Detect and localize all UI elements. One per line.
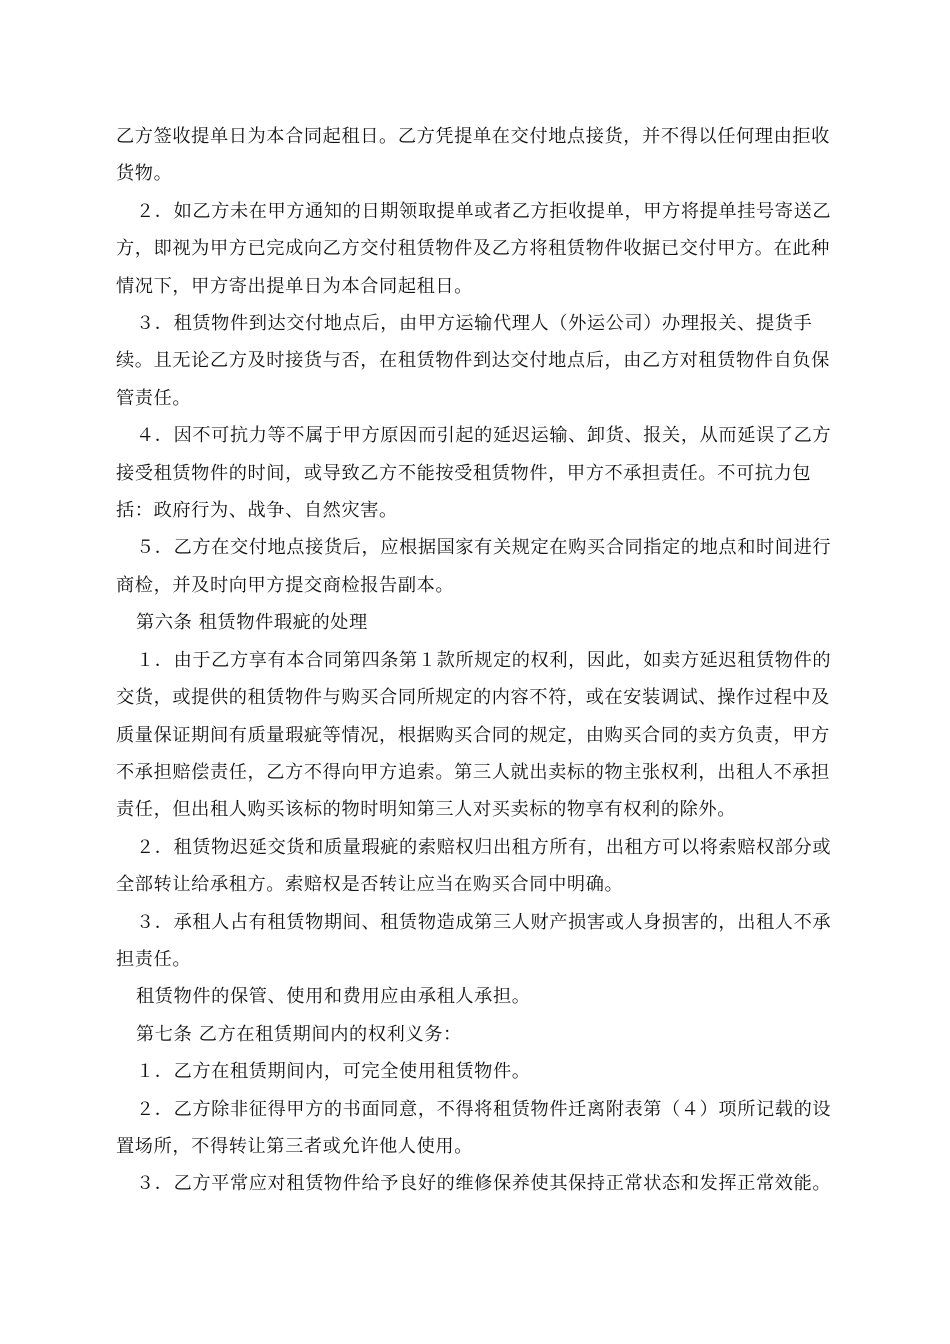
paragraph-clause-7-2: ２．乙方除非征得甲方的书面同意，不得将租赁物件迁离附表第（４）项所记载的设置场所，不得转让第三者或允许他人使用。 [116,1098,832,1157]
paragraph-clause-5-4: ４．因不可抗力等不属于甲方原因而引起的延迟运输、卸货、报关，从而延误了乙方接受租赁物件的时间，或导致乙方不能按受租赁物件，甲方不承担责任。不可抗力包括：政府行为、战争、自然灾害。 [116,425,832,522]
paragraph-clause-7-3: ３．乙方平常应对租赁物件给予良好的维修保养使其保持正常状态和发挥正常效能。 [136,1173,832,1195]
document-body [116,118,842,1203]
paragraph-continuation: 乙方签收提单日为本合同起租日。乙方凭提单在交付地点接货，并不得以任何理由拒收货物。 [116,126,830,185]
paragraph-clause-5-3: ３．租赁物件到达交付地点后，由甲方运输代理人（外运公司）办理报关、提货手续。且无论乙方及时接货与否，在租赁物件到达交付地点后，由乙方对租赁物件自负保管责任。 [116,313,830,409]
paragraph-maintenance-note: 租赁物件的保管、使用和费用应由承租人承担。 [136,986,531,1008]
article-7-heading: 第七条 乙方在租赁期间内的权利义务： [136,1023,462,1045]
paragraph-clause-5-2: ２．如乙方未在甲方通知的日期领取提单或者乙方拒收提单，甲方将提单挂号寄送乙方，即视为甲方已完成向乙方交付租赁物件及乙方将租赁物件收据已交付甲方。在此种情况下，甲方寄出提单日为本合同起租日。 [116,200,832,297]
paragraph-clause-5-5: ５．乙方在交付地点接货后，应根据国家有关规定在购买合同指定的地点和时间进行商检，并及时向甲方提交商检报告副本。 [116,537,832,596]
paragraph-clause-6-3: ３．承租人占有租赁物期间、租赁物造成第三人财产损害或人身损害的，出租人不承担责任。 [116,911,832,970]
article-6-heading: 第六条 租赁物件瑕疵的处理 [136,612,368,634]
paragraph-clause-7-1: １．乙方在租赁期间内，可完全使用租赁物件。 [136,1061,531,1083]
paragraph-clause-6-1: １．由于乙方享有本合同第四条第１款所规定的权利，因此，如卖方延迟租赁物件的交货，或提供的租赁物件与购买合同所规定的内容不符，或在安装调试、操作过程中及质量保证期间有质量瑕疵等情况，根据购买合同的规定，由购买合同的卖方负责，甲方不承担赔偿责任，乙方不得向甲方追索。第三人就出卖标的物主张权利，出租人不承担责任，但出租人购买该标的物时明知第三人对买卖标的物享有权利的除外。 [116,649,832,821]
paragraph-clause-6-2: ２．租赁物迟延交货和质量瑕疵的索赔权归出租方所有，出租方可以将索赔权部分或全部转让给承租方。索赔权是否转让应当在购买合同中明确。 [116,836,832,896]
